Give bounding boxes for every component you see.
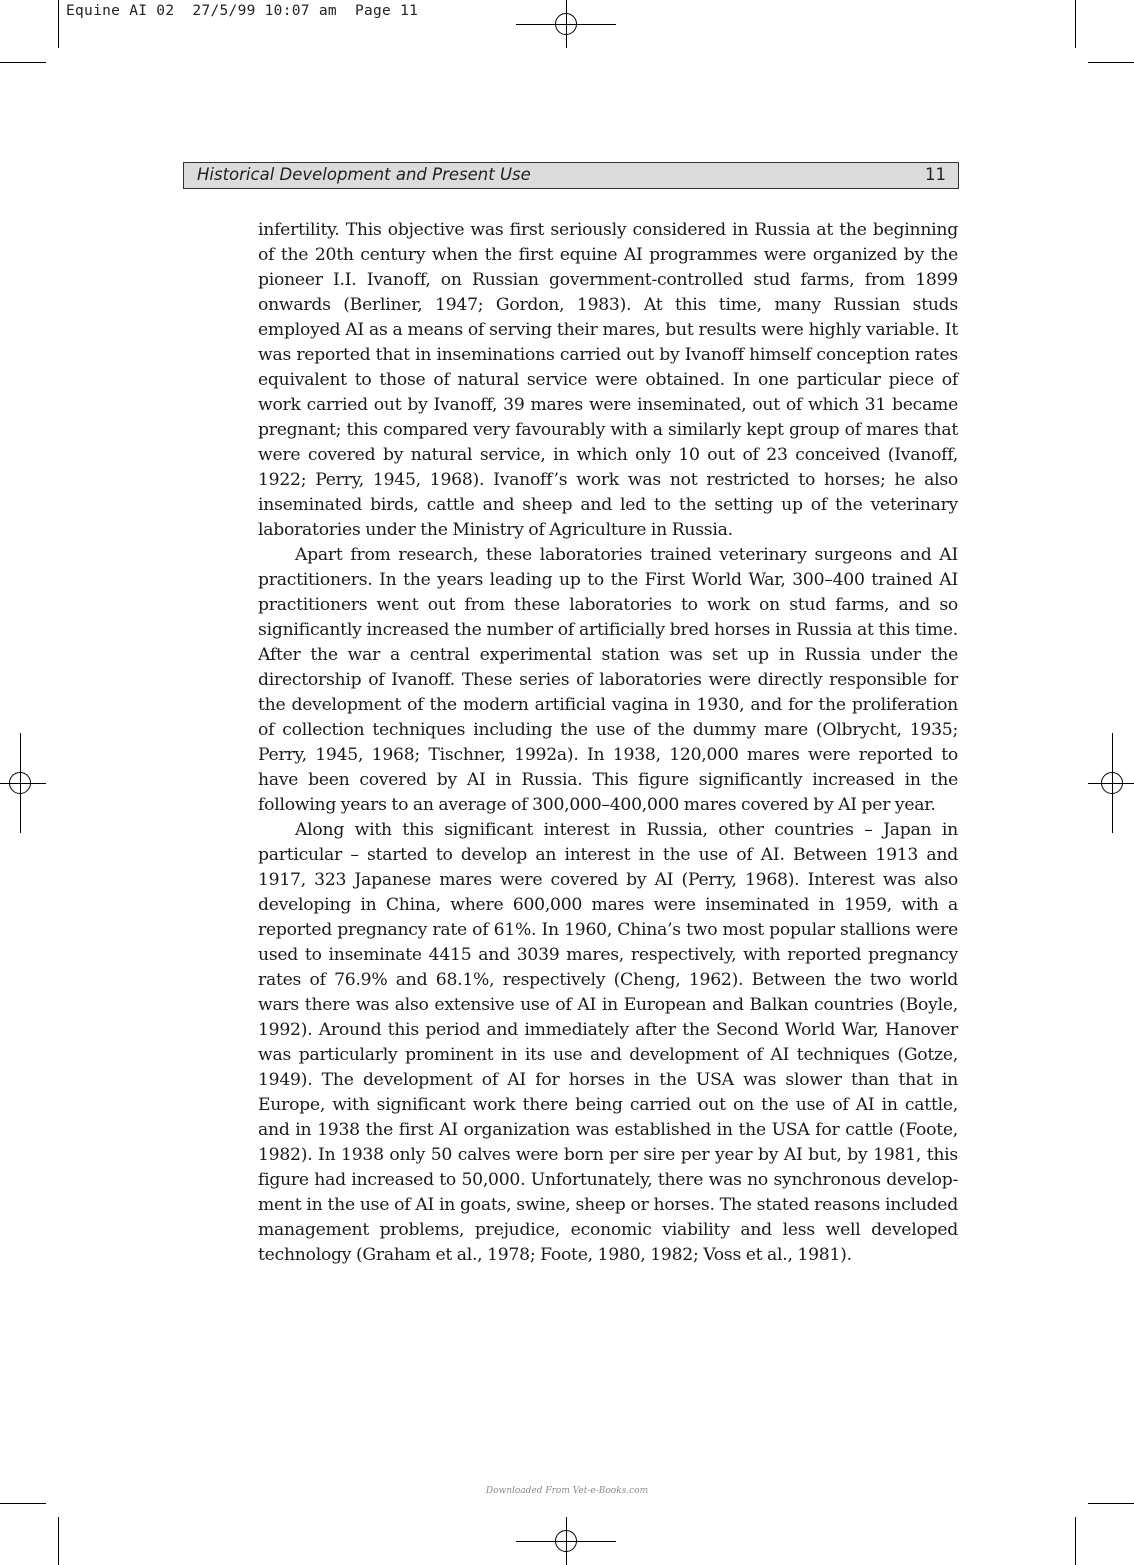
crop-mark-bottom-right-vertical (1075, 1517, 1076, 1565)
crop-mark-bottom-left-horizontal (0, 1503, 46, 1504)
print-slug: Equine AI 02 27/5/99 10:07 am Page 11 (66, 3, 419, 19)
running-title: Historical Development and Present Use (197, 165, 531, 184)
registration-line-bottom-vertical (566, 1517, 567, 1565)
paragraph-2: Apart from research, these laboratories trained veterinary surgeons and AI practitioners. In the years leading up to the First World War, 300–400 trained AI practitioners went out from these laboratories to work on stud farms, and so significantly increased the number of artificially bred horses in Russia at this time. After the war a central experimental station was set up in Russia under the directorship of Ivanoff. These series of laboratories were directly responsible for the development of the modern artificial vagina in 1930, and for the proliferation of collection techniques including the use of the dummy mare (Olbrycht, 1935; Perry, 1945, 1968; Tischner, 1992a). In 1938, 120,000 mares were reported to have been covered by AI in Russia. This figure significantly increased in the following years to an average of 300,000–400,000 mares covered by AI per year. (258, 545, 958, 815)
paragraph-1: infertility. This objective was first seriously considered in Russia at the beginning of the 20th century when the first equine AI programmes were organized by the pioneer I.I. Ivanoff, on Russian government-controlled stud farms, from 1899 onwards (Berliner, 1947; Gordon, 1983). At this time, many Russian studs employed AI as a means of serving their mares, but results were highly variable. It was reported that in inseminations carried out by Ivanoff himself conception rates equivalent to those of natural service were obtained. In one particular piece of work carried out by Ivanoff, 39 mares were inseminated, out of which 31 became pregnant; this compared very favourably with a similarly kept group of mares that were covered by natural service, in which only 10 out of 23 conceived (Ivanoff, 1922; Perry, 1945, 1968). Ivanoff’s work was not restricted to horses; he also inseminated birds, cattle and sheep and led to the setting up of the veterinary laboratories under the Ministry of Agriculture in Russia. (258, 220, 958, 540)
registration-line-left-horizontal (0, 783, 46, 784)
crop-mark-top-left-horizontal (0, 62, 46, 63)
crop-mark-top-left-vertical (58, 0, 59, 48)
crop-mark-top-right-vertical (1075, 0, 1076, 48)
crop-mark-top-right-horizontal (1088, 62, 1134, 63)
paragraph-3: Along with this significant interest in Russia, other countries – Japan in particular – started to develop an interest in the use of AI. Between 1913 and 1917, 323 Japanese mares were covered by AI (Perry, 1968). Interest was also developing in China, where 600,000 mares were inseminated in 1959, with a reported pregnancy rate of 61%. In 1960, China’s two most popular stallions were used to inseminate 4415 and 3039 mares, respectively, with reported pregnancy rates of 76.9% and 68.1%, respectively (Cheng, 1962). Between the two world wars there was also extensive use of AI in European and Balkan countries (Boyle, 1992). Around this period and immediately after the Second World War, Hanover was particularly prominent in its use and development of AI techniques (Gotze, 1949). The development of AI for horses in the USA was slower than that in Europe, with significant work there being carried out on the use of AI in cattle, and in 1938 the first AI organization was established in the USA for cattle (Foote, 1982). In 1938 only 50 calves were born per sire per year by AI but, by 1981, this figure had increased to 50,000. Unfortunately, there was no synchronous develop-ment in the use of AI in goats, swine, sheep or horses. The stated reasons included management problems, prejudice, economic viability and less well developed technology (Graham et al., 1978; Foote, 1980, 1982; Voss et al., 1981). (258, 820, 958, 1265)
registration-line-right-horizontal (1088, 783, 1134, 784)
page-number: 11 (925, 165, 946, 184)
crop-mark-bottom-right-horizontal (1088, 1503, 1134, 1504)
download-watermark: Downloaded From Vet-e-Books.com (485, 1486, 649, 1496)
crop-mark-bottom-left-vertical (58, 1517, 59, 1565)
running-header (183, 162, 959, 189)
registration-line-top-vertical (566, 0, 567, 48)
body-text (258, 218, 958, 1268)
